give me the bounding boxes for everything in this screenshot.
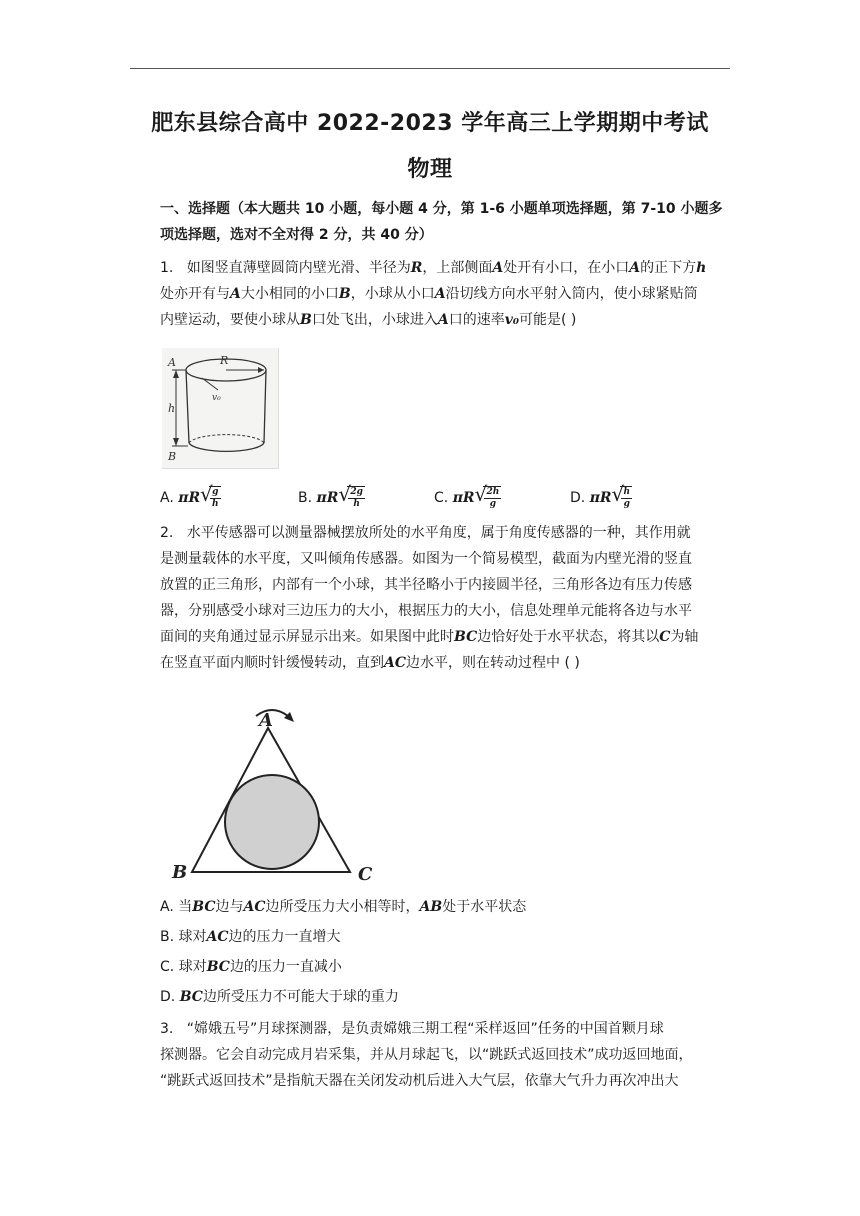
triangle-label-B: B	[172, 862, 188, 883]
question-2: 2. 水平传感器可以测量器械摆放所处的水平角度，属于角度传感器的一种，其作用就 是测量载体的水平度，又叫倾角传感器。如图为一个简易模型，截面为内壁光滑的竖直 放置的正三角形，内部有一个小球，其半径略小于内接圆半径，三角形各边有压力传感 器，分别感受小球对三边压力的大小，根据压力的大小，信息处理单元能将各边与水平 面间的夹角通过显示屏显示出来。如果图中此时BC边恰好处于水平状态，将其以C为轴 在竖直平面内顺时针缓慢转动，直到AC边水平，则在转动过程中 ( )	[160, 525, 699, 671]
q1-option-b[interactable]: B. πR √ $\frac{2g}{h}$	[298, 486, 365, 510]
figure-label-B: B	[168, 450, 177, 463]
q1-option-a[interactable]: A. πR √ $\frac{g}{h}$	[160, 486, 221, 510]
q2-option-d[interactable]: D. BC边所受压力不可能大于球的重力	[160, 989, 399, 1005]
triangle-label-A: A	[259, 710, 273, 731]
figure-label-R: R	[220, 354, 229, 367]
triangle-label-C: C	[358, 864, 373, 885]
exam-title: 肥东县综合高中 2022-2023 学年高三上学期期中考试	[151, 111, 709, 136]
subject-title: 物理	[407, 157, 453, 182]
header-rule	[130, 68, 730, 69]
question-3: 3. “嫦娥五号”月球探测器，是负责嫦娥三期工程“采样返回”任务的中国首颗月球 探测器。它会自动完成月岩采集，并从月球起飞，以“跳跃式返回技术”成功返回地面， “跳跃式返回技术”是指航天器在关闭发动机后进入大气层，依靠大气升力再次冲出大	[160, 1021, 693, 1089]
q1-option-c[interactable]: C. πR √ $\frac{2h}{g}$	[434, 486, 501, 510]
figure-label-v: v₀	[212, 393, 221, 403]
cylinder-figure	[162, 348, 279, 469]
figure-label-h: h	[168, 402, 176, 415]
q2-option-c[interactable]: C. 球对BC边的压力一直减小	[160, 959, 342, 975]
figure-label-A: A	[168, 356, 176, 369]
q1-option-d[interactable]: D. πR √ $\frac{h}{g}$	[570, 486, 632, 510]
triangle-figure	[160, 700, 390, 890]
q2-option-a[interactable]: A. 当BC边与AC边所受压力大小相等时，AB处于水平状态	[160, 899, 527, 915]
section-heading: 一、选择题（本大题共 10 小题，每小题 4 分，第 1-6 小题单项选择题，第 7-10 小题多项选择题，选对不全对得 2 分，共 40 分）	[160, 201, 723, 243]
question-1: 1. 如图竖直薄壁圆筒内壁光滑、半径为R，上部侧面A处开有小口，在小口A的正下方h 处亦开有与A大小相同的小口B，小球从小口A沿切线方向水平射入筒内，使小球紧贴筒 内壁运动，要使小球从B口处飞出，小球进入A口的速率v₀可能是( )	[160, 260, 707, 328]
q2-option-b[interactable]: B. 球对AC边的压力一直增大	[160, 929, 341, 945]
